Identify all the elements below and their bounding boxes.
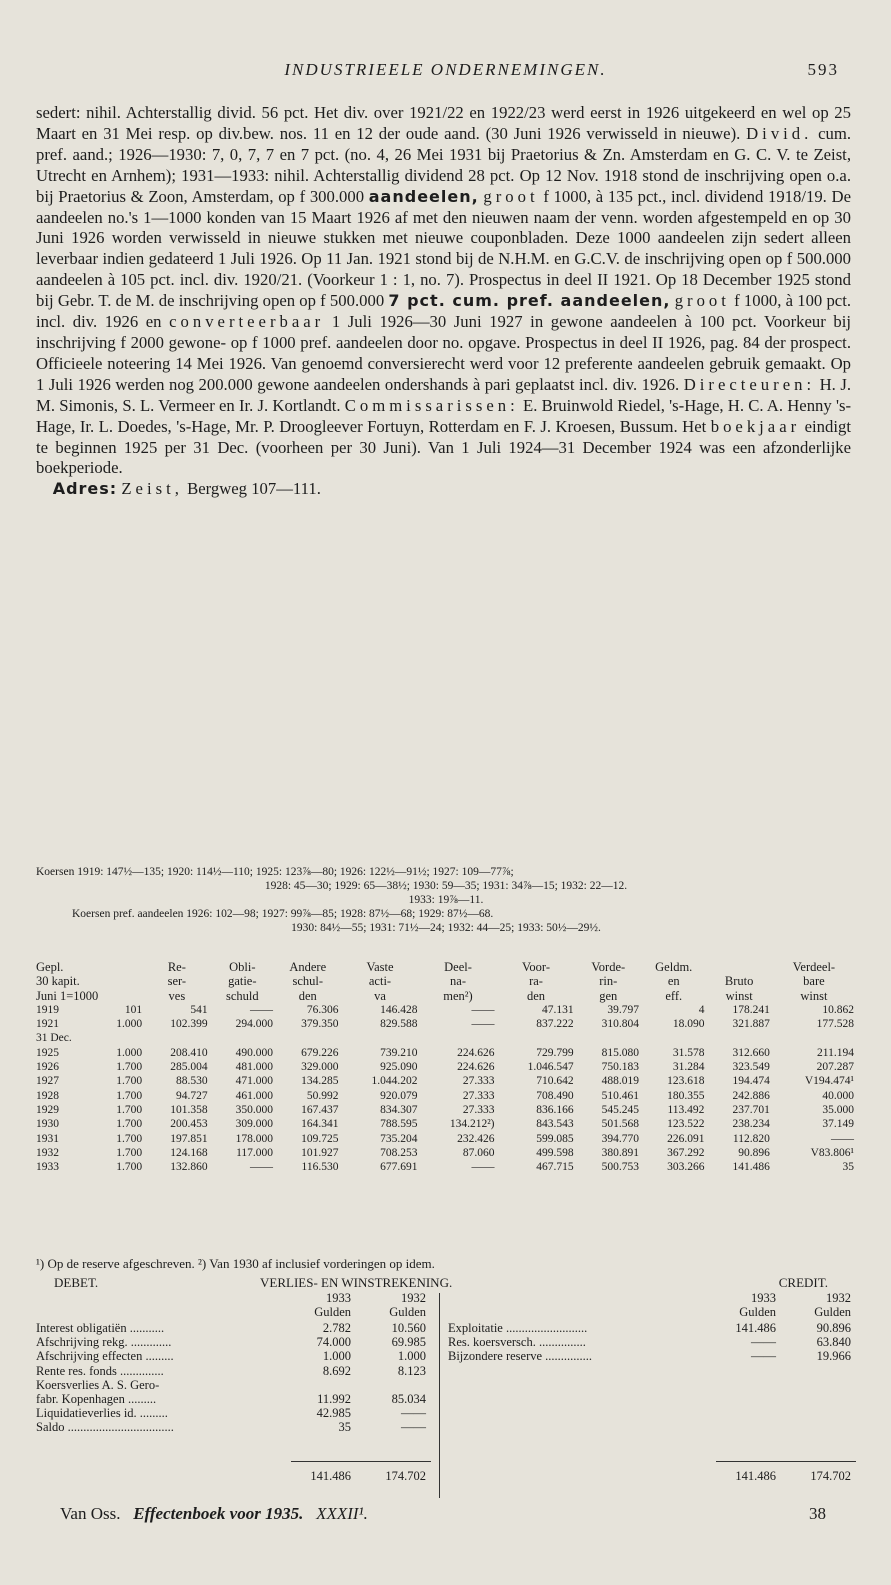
pl-debit-value: 35 xyxy=(338,1420,351,1435)
pl-credit-label: Res. koersversch. ............... xyxy=(448,1335,586,1350)
table-cell: 102.399 xyxy=(170,1018,208,1031)
pl-debit-label: Afschrijving rekg. ............. xyxy=(36,1335,172,1350)
header-cell: Voor- xyxy=(522,960,551,974)
running-title: INDUSTRIEELE ONDERNEMINGEN. xyxy=(284,60,607,79)
table-cell: 1.000 xyxy=(116,1046,143,1059)
text-p5: 1 Juli 1926—30 Juni 1927 in gewone aandeelen à 100 pct. Voorkeur bij inschrijving f 2000 gewone- op f 1000 pref. aandeelen door no. opgave. Prospectus in deel II 1926, pag. 84 der prospect. Officieele noteering 14 Mei 1926. Van genoemd conversierecht werd voor 12 preferente aandeelen gebruik gemaakt. Op 1 Juli 1926 werden nog 200.000 gewone aandeelen ondershands à pari geplaatst incl. div. 1926. xyxy=(36,312,851,394)
footer-volume: XXXII¹. xyxy=(316,1504,368,1523)
table-cell: 124.168 xyxy=(170,1146,208,1159)
table-cell: 1.700 xyxy=(116,1103,143,1116)
page-number: 593 xyxy=(807,60,839,79)
table-cell: —— xyxy=(471,1018,495,1031)
table-cell: 39.797 xyxy=(607,1003,639,1016)
table-row xyxy=(34,1160,856,1174)
page-footer xyxy=(36,1504,856,1526)
profit-loss-account xyxy=(36,1275,856,1500)
pl-debit-label: fabr. Kopenhagen ......... xyxy=(36,1392,157,1406)
table-cell: 1.700 xyxy=(116,1089,143,1102)
header-cell: Gepl. xyxy=(36,960,64,974)
header-cell: schul- xyxy=(292,974,324,989)
header-cell: gen xyxy=(599,988,618,1003)
table-cell: 323.549 xyxy=(732,1061,770,1074)
table-cell xyxy=(706,1031,771,1045)
pl-debit-total-1933: 141.486 xyxy=(310,1469,351,1483)
table-cell: 499.598 xyxy=(536,1146,574,1159)
table-cell: 87.060 xyxy=(462,1146,495,1159)
table-cell: 224.626 xyxy=(457,1061,495,1074)
table-cell: 112.820 xyxy=(732,1132,770,1145)
table-cell: 1931 xyxy=(36,1132,59,1145)
table-cell xyxy=(144,1031,209,1045)
table-cell: 1.000 xyxy=(116,1018,143,1031)
pl-debit-value: 10.560 xyxy=(391,1321,426,1335)
pl-debit-total-rule xyxy=(291,1461,431,1462)
header-cell: ser- xyxy=(167,974,187,989)
pl-debit-year-1933: 1933 xyxy=(326,1291,351,1305)
price-line-3: 1933: 19⅞—11. xyxy=(408,894,484,906)
table-row xyxy=(34,1046,856,1060)
table-cell: 197.851 xyxy=(170,1132,208,1145)
pl-debit-value: 8.123 xyxy=(397,1363,426,1378)
price-line-2: 1928: 45—30; 1929: 65—38½; 1930: 59—35; 1931: 34⅞—15; 1932: 22—12. xyxy=(264,880,628,892)
table-cell: 815.080 xyxy=(601,1046,639,1059)
table-cell: 1.700 xyxy=(116,1061,143,1074)
text-converteerbaar: converteerbaar xyxy=(169,312,325,332)
pl-debit-label: Rente res. fonds .............. xyxy=(36,1363,164,1378)
pl-credit-unit-1933: Gulden xyxy=(739,1305,776,1319)
header-cell: Verdeel- xyxy=(792,960,836,974)
header-cell: 30 kapit. xyxy=(36,974,80,989)
table-cell: 117.000 xyxy=(236,1146,274,1159)
address-label: Adres: xyxy=(52,479,118,499)
table-cell: 238.234 xyxy=(732,1118,770,1131)
text-directeuren: Directeuren: xyxy=(683,374,816,394)
table-cell: 31.284 xyxy=(672,1061,705,1074)
table-cell: 294.000 xyxy=(235,1018,274,1031)
table-cell: 379.350 xyxy=(301,1018,339,1031)
pl-debit-year-1932: 1932 xyxy=(401,1291,426,1305)
table-cell: —— xyxy=(250,1003,274,1016)
pl-credit-total-rule xyxy=(716,1461,856,1462)
table-row xyxy=(34,1060,856,1074)
table-footnote: ¹) Op de reserve afgeschreven. ²) Van 1930 af inclusief vorderingen op idem. xyxy=(36,1256,435,1271)
header-cell: winst xyxy=(800,988,828,1003)
table-cell: 1.700 xyxy=(116,1132,143,1145)
table-cell: 321.887 xyxy=(732,1018,770,1031)
table-cell: 329.000 xyxy=(301,1061,339,1074)
pl-debit-value: 2.782 xyxy=(322,1321,351,1335)
pl-debit-value: 11.992 xyxy=(317,1392,351,1406)
table-cell: 134.212²) xyxy=(449,1118,495,1131)
table-cell: 167.437 xyxy=(301,1103,339,1116)
description-paragraph xyxy=(36,103,851,479)
pl-debit-value: 74.000 xyxy=(316,1335,351,1350)
header-cell: ra- xyxy=(529,974,543,989)
table-cell: 735.204 xyxy=(380,1132,418,1145)
table-cell: 1926 xyxy=(36,1061,59,1074)
table-cell: 178.000 xyxy=(235,1132,274,1145)
table-cell: 708.253 xyxy=(380,1146,418,1159)
table-cell: 1929 xyxy=(36,1103,59,1116)
table-cell: 200.453 xyxy=(170,1118,208,1131)
table-cell xyxy=(210,1031,275,1045)
pl-debit-value: 1.000 xyxy=(397,1349,426,1364)
table-cell: 836.166 xyxy=(536,1103,574,1116)
pl-debit-value: 8.692 xyxy=(322,1363,351,1378)
footer-sheet-number: 38 xyxy=(809,1504,826,1523)
table-cell: 180.355 xyxy=(667,1089,705,1102)
table-cell: 27.333 xyxy=(462,1075,495,1088)
company-description xyxy=(36,103,851,500)
text-boekjaar: boekjaar xyxy=(710,416,801,436)
table-cell: 843.543 xyxy=(536,1118,574,1131)
pl-debit-unit-1933: Gulden xyxy=(314,1305,351,1319)
header-cell: Juni 1=1000 xyxy=(36,988,99,1003)
table-cell: 312.660 xyxy=(732,1046,770,1059)
footer-left xyxy=(60,1504,368,1524)
table-cell: 27.333 xyxy=(462,1089,495,1102)
table-cell: 101 xyxy=(124,1003,143,1016)
text-divid: Divid. xyxy=(746,123,813,143)
table-cell: 50.992 xyxy=(306,1089,339,1102)
table-cell: 132.860 xyxy=(170,1161,208,1174)
table-cell: 350.000 xyxy=(235,1103,274,1116)
text-groot-1: groot xyxy=(483,186,539,206)
table-cell: 101.358 xyxy=(170,1103,208,1116)
header-cell: men²) xyxy=(443,988,473,1003)
header-row xyxy=(34,989,856,1003)
table-cell: 380.891 xyxy=(601,1146,639,1159)
table-cell: 35 xyxy=(842,1161,854,1174)
pl-credit-total-1933: 141.486 xyxy=(735,1469,776,1483)
table-cell: 101.927 xyxy=(301,1146,339,1159)
price-line-1: Koersen 1919: 147½—135; 1920: 114½—110; 1925: 123⅞—80; 1926: 122½—91½; 1927: 109—77⅞; xyxy=(36,866,514,878)
pl-debit-value: —— xyxy=(401,1406,426,1421)
table-cell: 788.595 xyxy=(380,1118,418,1131)
table-cell: 750.183 xyxy=(601,1061,639,1074)
table-cell xyxy=(275,1031,340,1045)
header-cell: rin- xyxy=(599,974,618,989)
header-cell: den xyxy=(526,988,546,1003)
text-p6: H. J. M. Simonis, S. L. Vermeer en Ir. J. Kortlandt. xyxy=(36,374,852,415)
table-cell: 4 xyxy=(698,1003,705,1016)
table-cell: 232.426 xyxy=(457,1132,495,1145)
footer-publisher: Van Oss. xyxy=(60,1504,121,1523)
table-cell: 925.090 xyxy=(380,1061,418,1074)
pl-debit-unit-1932: Gulden xyxy=(389,1305,426,1319)
table-row xyxy=(34,1017,856,1031)
table-cell: —— xyxy=(471,1161,495,1174)
table-cell: 488.019 xyxy=(601,1075,639,1088)
text-aandeelen-bold: aandeelen, xyxy=(368,186,479,206)
balance-table-header xyxy=(34,960,856,1003)
table-cell: 500.753 xyxy=(601,1161,639,1174)
text-groot-2: groot xyxy=(674,291,730,311)
table-cell xyxy=(772,1031,856,1045)
pl-debit-label: Saldo .................................. xyxy=(36,1420,174,1435)
table-cell xyxy=(496,1031,575,1045)
pl-header xyxy=(36,1275,856,1291)
pl-debit-label: Afschrijving effecten ......... xyxy=(36,1349,174,1364)
balance-table-body xyxy=(34,1003,856,1175)
table-cell: 10.862 xyxy=(822,1003,854,1016)
table-cell: 490.000 xyxy=(235,1046,274,1059)
header-cell: Vaste xyxy=(366,960,394,974)
table-cell: 40.000 xyxy=(822,1089,854,1102)
table-cell: 834.307 xyxy=(380,1103,418,1116)
table-cell xyxy=(641,1031,706,1045)
pl-debit-value: —— xyxy=(401,1420,426,1435)
table-cell: 237.701 xyxy=(732,1103,770,1116)
pl-credit-label: Bijzondere reserve ............... xyxy=(448,1349,593,1364)
table-cell: 31.578 xyxy=(672,1046,705,1059)
header-cell: den xyxy=(298,988,317,1003)
pl-credit-value: 90.896 xyxy=(816,1321,851,1335)
table-cell: 18.090 xyxy=(672,1018,705,1031)
text-commissarissen: Commissarissen: xyxy=(344,395,519,415)
table-cell: 1928 xyxy=(36,1089,59,1102)
table-row xyxy=(34,1117,856,1131)
table-cell: 109.725 xyxy=(301,1132,339,1145)
table-cell: 1.044.202 xyxy=(371,1075,418,1088)
table-cell: 164.341 xyxy=(301,1118,339,1131)
table-cell: 178.241 xyxy=(732,1003,770,1016)
pl-debit-value: 1.000 xyxy=(322,1349,351,1364)
pl-divider xyxy=(439,1293,440,1498)
table-cell: 1930 xyxy=(36,1118,59,1131)
pl-debit-label: Koersverlies A. S. Gero- xyxy=(36,1377,160,1392)
text-p1: sedert: nihil. Achterstallig divid. 56 pct. Het div. over 1921/22 en 1922/23 werd eerst in 1926 uitgekeerd en wel op 25 Maart en 31 Mei resp. op div.bew. nos. 11 en 12 der oude aand. (30 Juni 1926 verwisseld in nieuwe). xyxy=(36,103,851,143)
text-p8: eindigt te beginnen 1925 per 31 Dec. (voorheen per 30 Juni). Van 1 Juli 1924—31 December 1924 was een afzonderlijke boekperiode. xyxy=(36,416,851,478)
table-cell: 207.287 xyxy=(816,1061,854,1074)
text-p3: f 1000, à 135 pct., incl. dividend 1918/19. De aandeelen no.'s 1—1000 konden van 15 Maart 1926 af met den nieuwen naam der venn. worden afgestempeld en op 30 Juni 1926 worden verwisseld in nieuwe stukken met nieuwe couponbladen. Deze 1000 aandeelen zijn sedert alleen leverbaar indien gedateerd 1 Juli 1926. Op 11 Jan. 1921 stond bij de N.H.M. en G.C.V. de inschrijving open op f 500.000 aandeelen à 105 pct. incl. div. 1920/21. (Voorkeur 1 : 1, no. 7). Prospectus in deel II 1921. Op 18 December 1925 stond bij Gebr. T. de M. de inschrijving open op f 500.000 xyxy=(36,186,851,311)
table-cell: V194.474¹ xyxy=(804,1075,854,1088)
table-cell: 113.492 xyxy=(667,1103,705,1116)
address-city: Zeist, xyxy=(121,479,183,499)
table-cell: 35.000 xyxy=(822,1103,854,1116)
table-cell: 1.046.547 xyxy=(527,1061,574,1074)
table-cell: 37.149 xyxy=(822,1118,854,1131)
table-cell: 461.000 xyxy=(235,1089,274,1102)
header-cell: winst xyxy=(725,988,753,1003)
pl-debit-value xyxy=(366,1378,426,1392)
header-cell: eff. xyxy=(665,988,683,1003)
table-cell: 729.799 xyxy=(536,1046,574,1059)
text-pref-bold: 7 pct. cum. pref. aandeelen, xyxy=(388,291,671,311)
pl-credit-value: 141.486 xyxy=(735,1321,776,1335)
header-cell: Bruto xyxy=(724,974,754,989)
pl-credit-year-1933: 1933 xyxy=(751,1291,776,1305)
table-cell: 76.306 xyxy=(306,1003,339,1016)
header-cell: va xyxy=(374,988,386,1003)
table-cell: 47.131 xyxy=(541,1003,574,1016)
table-cell: 226.091 xyxy=(667,1132,705,1145)
table-cell: 1.700 xyxy=(116,1118,143,1131)
table-cell: 141.486 xyxy=(732,1161,770,1174)
address-street: Bergweg 107—111. xyxy=(187,479,321,499)
pl-debit-value: 69.985 xyxy=(391,1335,426,1350)
table-cell: —— xyxy=(831,1132,854,1145)
table-cell: 1.700 xyxy=(116,1146,143,1159)
pl-debit-label: Interest obligatiën ........... xyxy=(36,1321,165,1335)
pl-debit-value xyxy=(291,1378,351,1392)
table-cell: 467.715 xyxy=(536,1161,574,1174)
table-cell: 146.428 xyxy=(380,1003,418,1016)
table-cell: 1919 xyxy=(36,1003,59,1016)
table-row xyxy=(34,1003,856,1017)
table-row xyxy=(34,1074,856,1088)
table-cell: 837.222 xyxy=(536,1018,574,1031)
table-cell: 1927 xyxy=(36,1075,59,1088)
table-cell: 94.727 xyxy=(175,1089,208,1102)
table-cell xyxy=(340,1031,419,1045)
pl-debit-value: 42.985 xyxy=(316,1406,351,1421)
table-cell: 1921 xyxy=(36,1018,59,1031)
header-cell: schuld xyxy=(225,988,259,1003)
table-cell: —— xyxy=(250,1161,274,1174)
table-cell: 545.245 xyxy=(601,1103,639,1116)
table-cell: 303.266 xyxy=(667,1161,705,1174)
pl-debit-total-1932: 174.702 xyxy=(385,1469,426,1483)
header-cell: gatie- xyxy=(228,974,257,989)
table-cell xyxy=(576,1031,641,1045)
table-cell: 211.194 xyxy=(817,1046,854,1059)
header-cell: bare xyxy=(803,974,825,989)
pl-credit-year-1932: 1932 xyxy=(826,1291,851,1305)
table-cell: V83.806¹ xyxy=(810,1146,854,1159)
balance-table xyxy=(34,960,856,1174)
table-cell: 471.000 xyxy=(235,1075,274,1088)
table-cell: 224.626 xyxy=(457,1046,495,1059)
table-cell: 194.474 xyxy=(732,1075,770,1088)
header-cell: Deel- xyxy=(444,960,472,974)
table-row xyxy=(34,1146,856,1160)
table-cell: 310.804 xyxy=(601,1018,639,1031)
table-row xyxy=(34,1132,856,1146)
text-p2: cum. pref. aand.; 1926—1930: 7, 0, 7, 7 en 7 pct. (no. 4, 26 Mei 1931 bij Praetorius & Zn. Amsterdam en G. C. V. te Zeist, Utrecht en Arnhem); 1931—1933: nihil. Achterstallig dividend 28 pct. Op 12 Nov. 1918 stond de inschrijving open o.a. bij Praetorius & Zoon, Amsterdam, op f 300.000 xyxy=(36,123,852,206)
table-row xyxy=(34,1031,856,1045)
table-cell xyxy=(420,1031,497,1045)
table-cell: 501.568 xyxy=(601,1118,639,1131)
text-p4: f 1000, à 100 pct. incl. div. 1926 en xyxy=(36,291,852,332)
header-cell: en xyxy=(667,974,680,989)
table-cell: 394.770 xyxy=(601,1132,639,1145)
pl-credit-unit-1932: Gulden xyxy=(814,1305,851,1319)
table-cell: 677.691 xyxy=(380,1161,418,1174)
table-cell: 208.410 xyxy=(170,1046,208,1059)
running-head xyxy=(40,60,851,84)
header-cell: na- xyxy=(450,974,466,989)
header-cell: Geldm. xyxy=(655,960,693,974)
table-cell: 599.085 xyxy=(536,1132,574,1145)
table-cell: 541 xyxy=(190,1003,208,1016)
table-cell: 123.522 xyxy=(667,1118,705,1131)
table-cell: 242.886 xyxy=(732,1089,770,1102)
header-cell: ves xyxy=(168,988,186,1003)
table-cell: —— xyxy=(471,1003,495,1016)
table-cell: 134.285 xyxy=(301,1075,339,1088)
address-line xyxy=(36,479,851,500)
table-cell: 88.530 xyxy=(175,1075,208,1088)
table-row xyxy=(34,1103,856,1117)
table-cell: 1933 xyxy=(36,1161,59,1174)
price-history xyxy=(36,865,856,935)
header-row xyxy=(34,974,856,988)
table-cell: 90.896 xyxy=(738,1146,770,1159)
header-cell: Re- xyxy=(167,960,186,974)
table-cell: 481.000 xyxy=(235,1061,274,1074)
table-cell: 31 Dec. xyxy=(36,1032,72,1045)
pl-debit-value: 85.034 xyxy=(391,1392,426,1406)
table-cell: 510.461 xyxy=(601,1089,639,1102)
header-cell: Obli- xyxy=(229,960,256,974)
table-cell xyxy=(97,1031,144,1045)
pl-debit-label: Liquidatieverlies id. ......... xyxy=(36,1406,168,1421)
table-row xyxy=(34,1089,856,1103)
table-cell: 309.000 xyxy=(235,1118,274,1131)
header-cell: Andere xyxy=(289,960,327,974)
pl-credit-value: —— xyxy=(751,1349,776,1364)
table-cell: 679.226 xyxy=(301,1046,339,1059)
pl-credit-total-1932: 174.702 xyxy=(810,1469,851,1483)
price-line-4: Koersen pref. aandeelen 1926: 102—98; 1927: 99⅞—85; 1928: 87½—68; 1929: 87½—68. xyxy=(72,908,494,920)
price-line-5: 1930: 84½—55; 1931: 71½—24; 1932: 44—25; 1933: 50½—29½. xyxy=(291,922,601,934)
header-row xyxy=(34,960,856,974)
footer-book: Effectenboek voor 1935. xyxy=(133,1504,304,1523)
pl-title: VERLIES- EN WINSTREKENING. xyxy=(260,1275,453,1290)
text-p7: E. Bruinwold Riedel, 's-Hage, H. C. A. Henny 's-Hage, Ir. L. Doedes, 's-Hage, Mr. P. Droogleever Fortuyn, Rotterdam en F. J. Kroesen, Bussum. Het xyxy=(36,395,852,436)
pl-credit-value: 63.840 xyxy=(816,1335,851,1350)
table-cell: 739.210 xyxy=(380,1046,418,1059)
pl-credit-value: 19.966 xyxy=(816,1349,851,1364)
table-cell: 285.004 xyxy=(170,1061,208,1074)
table-cell: 1.700 xyxy=(116,1161,143,1174)
table-cell: 27.333 xyxy=(462,1103,495,1116)
table-cell: 116.530 xyxy=(301,1161,339,1174)
table-cell: 708.490 xyxy=(536,1089,574,1102)
table-cell: 920.079 xyxy=(380,1089,418,1102)
table-cell: 1932 xyxy=(36,1146,59,1159)
header-cell: Vorde- xyxy=(591,960,626,974)
pl-credit-label: Exploitatie .......................... xyxy=(448,1321,588,1335)
table-cell: 829.588 xyxy=(380,1018,418,1031)
table-cell: 177.528 xyxy=(816,1018,854,1031)
pl-credit-value: —— xyxy=(751,1335,776,1350)
table-cell: 1925 xyxy=(36,1046,59,1059)
header-cell: acti- xyxy=(368,974,392,989)
table-cell: 367.292 xyxy=(667,1146,705,1159)
table-cell: 123.618 xyxy=(667,1075,705,1088)
header-cell xyxy=(706,960,771,974)
table-cell: 1.700 xyxy=(116,1075,143,1088)
pl-debet-label: DEBET. xyxy=(54,1275,99,1290)
table-cell: 710.642 xyxy=(536,1075,574,1088)
pl-credit-label: CREDIT. xyxy=(778,1275,828,1290)
